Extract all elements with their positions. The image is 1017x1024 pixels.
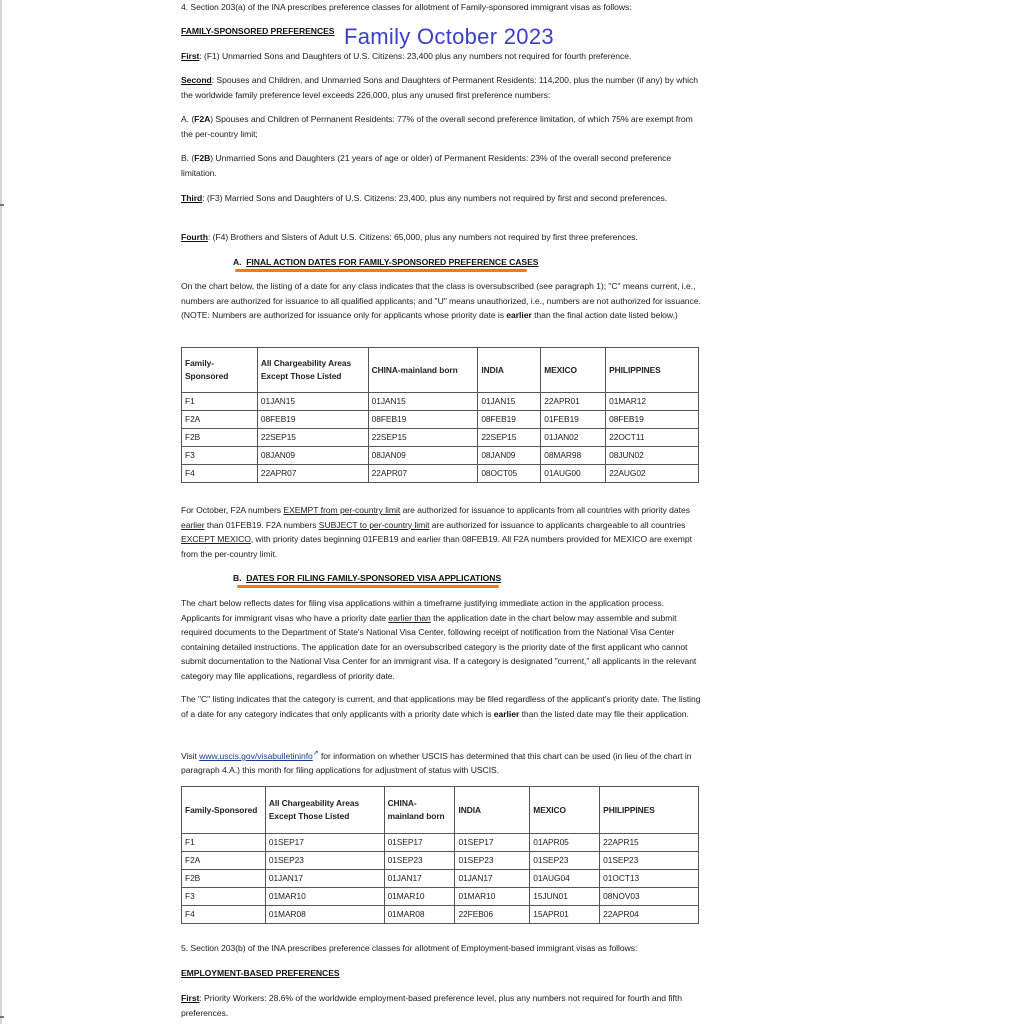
date-cell: 01SEP23 [265, 852, 384, 870]
filing-intro [181, 596, 701, 683]
fourth-pref [181, 230, 701, 245]
category-cell: F2B [182, 870, 266, 888]
left-tick [0, 204, 4, 206]
third-pref [181, 191, 701, 206]
table-row [182, 906, 699, 924]
date-cell: 22APR07 [257, 465, 368, 483]
section-b-title: DATES FOR FILING FAMILY-SPONSORED VISA APPLICATIONS [246, 573, 502, 583]
f2b-prefix: B. ( [181, 153, 195, 163]
column-header: INDIA [478, 348, 541, 393]
first-text: : (F1) Unmarried Sons and Daughters of U.S. Citizens: 23,400 plus any numbers not required for fourth preference. [199, 51, 632, 61]
table-header-row [182, 348, 699, 393]
c-listing-text-2: than the listed date may file their application. [519, 708, 689, 719]
para-4 [181, 0, 701, 15]
table-row [182, 393, 699, 411]
date-cell: 22APR01 [541, 393, 606, 411]
first-label: First [181, 51, 200, 61]
f2a-pref [181, 112, 701, 141]
section-a-heading [233, 255, 538, 270]
category-cell: F3 [182, 888, 266, 906]
emp-first-pref [181, 991, 701, 1020]
f2a-note-subject: SUBJECT to per-country limit [318, 519, 430, 530]
section-a-prefix: A. [233, 257, 242, 267]
c-listing [181, 692, 701, 721]
external-link-icon: ↗ [312, 750, 319, 757]
section-a-title: FINAL ACTION DATES FOR FAMILY-SPONSORED PREFERENCE CASES [246, 257, 539, 267]
f2a-text: ) Spouses and Children of Permanent Residents: 77% of the overall second preference limitation, of which 75% are exempt from the per-country limit; [181, 114, 693, 139]
column-header: Family-Sponsored [182, 787, 266, 834]
dates-for-filing-table [181, 786, 699, 924]
visit-text: Visit [181, 750, 200, 761]
f2b-code: F2B [194, 153, 211, 163]
employment-heading-line [181, 966, 701, 981]
second-text: : Spouses and Children, and Unmarried Sons and Daughters of Permanent Residents: 114,200, plus the number (if any) by which the worldwide family preference level exceeds 226,000, plus any unused first preference numbers: [181, 75, 698, 100]
date-cell: 01JAN17 [265, 870, 384, 888]
date-cell: 22APR15 [600, 834, 699, 852]
date-cell: 15APR01 [530, 906, 600, 924]
column-header: MEXICO [530, 787, 600, 834]
date-cell: 22APR07 [368, 465, 478, 483]
date-cell: 08JUN02 [606, 447, 699, 465]
date-cell: 08JAN09 [478, 447, 541, 465]
second-label: Second [181, 75, 212, 85]
date-cell: 08NOV03 [600, 888, 699, 906]
date-cell: 01JAN15 [368, 393, 478, 411]
category-cell: F4 [182, 465, 258, 483]
date-cell: 22APR04 [600, 906, 699, 924]
date-cell: 01SEP17 [384, 834, 455, 852]
section-b-prefix: B. [233, 573, 242, 583]
visit-para [181, 747, 701, 778]
date-cell: 01SEP23 [384, 852, 455, 870]
f2a-note-exempt: EXEMPT from per-country limit [283, 505, 401, 515]
date-cell: 01FEB19 [541, 411, 606, 429]
uscis-link[interactable]: www.uscis.gov/visabulletininfo [199, 750, 313, 761]
f2b-pref [181, 151, 701, 180]
date-cell: 01MAR08 [265, 906, 384, 924]
f2a-note-text: than 01FEB19. F2A numbers [204, 519, 319, 530]
date-cell: 01JAN15 [257, 393, 368, 411]
category-cell: F4 [182, 906, 266, 924]
table-row [182, 888, 699, 906]
table-row [182, 870, 699, 888]
f2a-note-earlier: earlier [181, 519, 205, 530]
table-header-row [182, 787, 699, 834]
date-cell: 01SEP17 [455, 834, 530, 852]
f2a-note-text: are authorized for issuance to applicants chargeable to all countries [429, 519, 686, 530]
f2a-note-text: For October, F2A numbers [181, 505, 284, 515]
date-cell: 01SEP23 [600, 852, 699, 870]
f2a-note [181, 503, 701, 561]
column-header: PHILIPPINES [600, 787, 699, 834]
date-cell: 01MAR12 [606, 393, 699, 411]
date-cell: 22SEP15 [368, 429, 478, 447]
f2a-code: F2A [194, 114, 211, 124]
chart-intro-bold: earlier [506, 310, 532, 320]
date-cell: 01JAN15 [478, 393, 541, 411]
date-cell: 01MAR10 [455, 888, 530, 906]
category-cell: F1 [182, 834, 266, 852]
table-row [182, 447, 699, 465]
emp-first-text: : Priority Workers: 28.6% of the worldwide employment-based preference level, plus any numbers not required for fourth and fifth preferences. [181, 993, 682, 1018]
date-cell: 01SEP17 [265, 834, 384, 852]
f2b-text: ) Unmarried Sons and Daughters (21 years of age or older) of Permanent Residents: 23% of the overall second preference limitation. [181, 153, 672, 178]
orange-underline-b [237, 585, 499, 588]
fourth-label: Fourth [181, 232, 208, 242]
column-header: INDIA [455, 787, 530, 834]
employment-heading: EMPLOYMENT-BASED PREFERENCES [181, 968, 340, 978]
date-cell: 01JAN17 [384, 870, 455, 888]
c-listing-text: The "C" listing indicates that the category is current, and that applications may be filed regardless of the applicant's priority date. The listing of a date for any category indicates that only applicants with a priority date which is [181, 694, 701, 719]
date-cell: 22AUG02 [606, 465, 699, 483]
table-row [182, 429, 699, 447]
column-header: CHINA-mainland born [368, 348, 478, 393]
column-header: Family-Sponsored [182, 348, 258, 393]
date-cell: 01MAR10 [265, 888, 384, 906]
date-cell: 01JAN17 [455, 870, 530, 888]
family-heading: FAMILY-SPONSORED PREFERENCES [181, 26, 335, 36]
para-4-text: 4. Section 203(a) of the INA prescribes preference classes for allotment of Family-sponsored immigrant visas as follows: [181, 2, 632, 12]
f2a-note-text: , with priority dates beginning 01FEB19 and earlier than 08FEB19. All F2A numbers provided for MEXICO are exempt from the per-country limit. [181, 534, 692, 559]
fourth-text: : (F4) Brothers and Sisters of Adult U.S. Citizens: 65,000, plus any numbers not required by first three preferences. [207, 232, 638, 242]
filing-intro-text-2: the application date in the chart below may assemble and submit required documents to the Department of State's National Visa Center, following receipt of notification from the National Visa Center containing detailed instructions. The application date for an oversubscribed category is the priority date of the first applicant who cannot submit documentation to the National Visa Center for an immigrant visa. If a category is designated "current," all applicants in the relevant category may file applications, regardless of priority date. [181, 612, 697, 681]
chart-intro-text-2: than the final action date listed below.) [531, 310, 678, 320]
date-cell: 08FEB19 [368, 411, 478, 429]
f2a-note-text: are authorized for issuance to applicants from all countries with priority dates [400, 505, 690, 515]
date-cell: 22SEP15 [257, 429, 368, 447]
date-cell: 08FEB19 [478, 411, 541, 429]
date-cell: 08MAR98 [541, 447, 606, 465]
section-b-heading [233, 571, 501, 586]
first-pref [181, 49, 701, 64]
table-row [182, 465, 699, 483]
second-pref [181, 73, 701, 102]
para-5-text: 5. Section 203(b) of the INA prescribes preference classes for allotment of Employment-based immigrant visas as follows: [181, 943, 638, 953]
date-cell: 01MAR08 [384, 906, 455, 924]
chart-intro [181, 279, 701, 323]
date-cell: 08OCT05 [478, 465, 541, 483]
left-tick [0, 1016, 4, 1018]
date-cell: 01SEP23 [530, 852, 600, 870]
filing-intro-earlier: earlier than [388, 612, 431, 623]
category-cell: F3 [182, 447, 258, 465]
category-cell: F2A [182, 411, 258, 429]
date-cell: 01MAR10 [384, 888, 455, 906]
date-cell: 01JAN02 [541, 429, 606, 447]
date-cell: 15JUN01 [530, 888, 600, 906]
filing-intro-text: The chart below reflects dates for filing visa applications within a timeframe justifying immediate action in the application process. Applicants for immigrant visas who have a priority date [181, 598, 664, 623]
f2a-note-except: EXCEPT MEXICO [181, 534, 251, 544]
f2a-prefix: A. ( [181, 114, 195, 124]
third-text: : (F3) Married Sons and Daughters of U.S. Citizens: 23,400, plus any numbers not required by first and second preferences. [202, 193, 668, 203]
column-header: All Chargeability Areas Except Those Listed [265, 787, 384, 834]
visit-text-2: for information on whether USCIS has determined that this chart can be used (in lieu of the chart in paragraph 4.A.) this month for filing applications for adjustment of status with USCIS. [181, 750, 692, 776]
column-header: PHILIPPINES [606, 348, 699, 393]
date-cell: 01OCT13 [600, 870, 699, 888]
third-label: Third [181, 193, 203, 203]
date-cell: 22FEB06 [455, 906, 530, 924]
c-listing-bold: earlier [493, 708, 520, 719]
chart-intro-text: On the chart below, the listing of a date for any class indicates that the class is oversubscribed (see paragraph 1); "C" means current, i.e., numbers are authorized for issuance to all qualified applicants; and "U" means unauthorized, i.e., numbers are not authorized for issuance. (NOTE: Numbers are authorized for issuance only for applicants whose priority date is [181, 281, 701, 320]
para-5 [181, 941, 701, 956]
table-row [182, 411, 699, 429]
emp-first-label: First [181, 993, 200, 1003]
column-header: All Chargeability Areas Except Those Listed [257, 348, 368, 393]
date-cell: 01APR05 [530, 834, 600, 852]
column-header: CHINA-mainland born [384, 787, 455, 834]
date-cell: 01AUG00 [541, 465, 606, 483]
table-row [182, 834, 699, 852]
date-cell: 22SEP15 [478, 429, 541, 447]
date-cell: 08FEB19 [257, 411, 368, 429]
date-cell: 08JAN09 [368, 447, 478, 465]
category-cell: F2B [182, 429, 258, 447]
date-cell: 01AUG04 [530, 870, 600, 888]
orange-underline-a [235, 269, 527, 272]
date-cell: 08JAN09 [257, 447, 368, 465]
final-action-dates-table [181, 347, 699, 483]
date-cell: 01SEP23 [455, 852, 530, 870]
column-header: MEXICO [541, 348, 606, 393]
date-cell: 08FEB19 [606, 411, 699, 429]
handwritten-annotation: Family October 2023 [344, 24, 554, 49]
left-edge [0, 0, 2, 1024]
date-cell: 22OCT11 [606, 429, 699, 447]
table-row [182, 852, 699, 870]
category-cell: F1 [182, 393, 258, 411]
category-cell: F2A [182, 852, 266, 870]
